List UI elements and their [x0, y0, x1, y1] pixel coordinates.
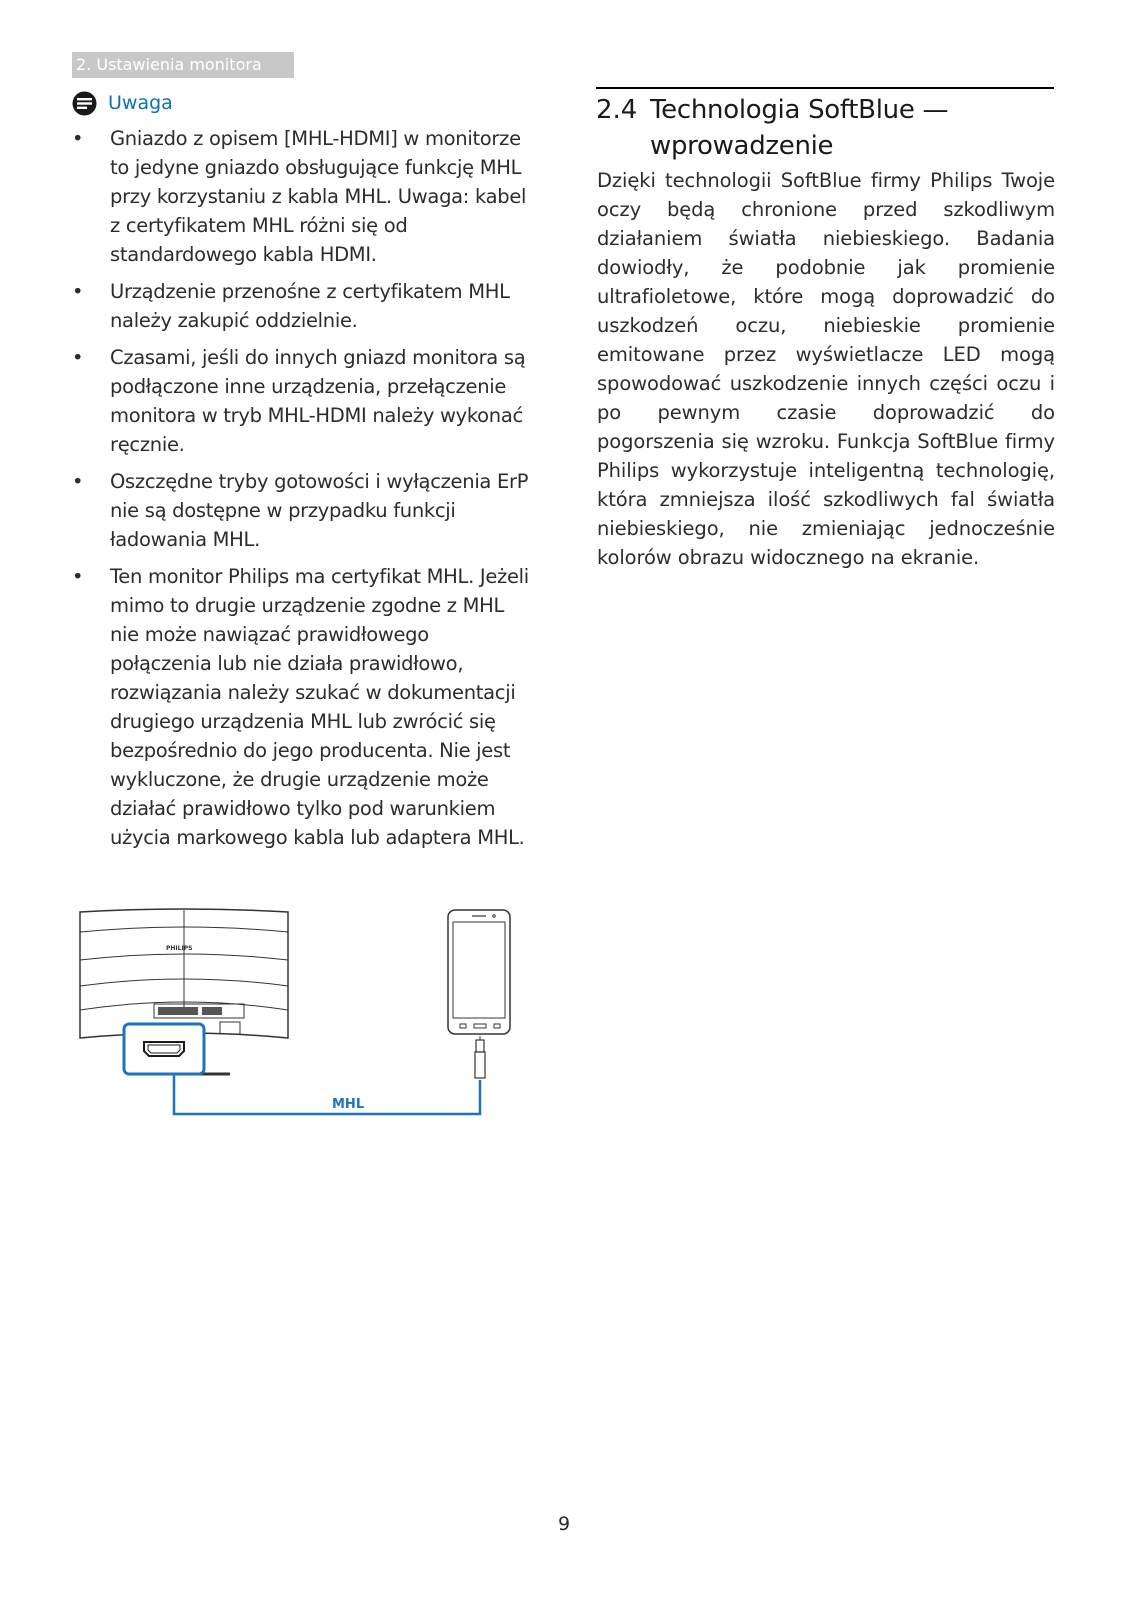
section-header-tab: 2. Ustawienia monitora: [72, 52, 294, 78]
section-body: Dzięki technologii SoftBlue firmy Philips Twoje oczy będą chronione przed szkodliwym działaniem światła niebieskiego. Badania dowiodły, że podobnie jak promienie ultrafioletowe, które mogą doprowadzić do uszkodzeń oczu, niebieskie promienie emitowane przez wyświetlacze LED mogą spowodować uszkodzenie innych części oczu i po pewnym czasie doprowadzić do pogorszenia się wzroku. Funkcja SoftBlue firmy Philips wykorzystuje inteligentną technologię, która zmniejsza ilość szkodliwych fal światła niebieskiego, nie zmieniając jednocześnie kolorów obrazu widocznego na ekranie.: [597, 169, 1055, 569]
bullet-item: • Oszczędne tryby gotowości i wyłączenia ErP nie są dostępne w przypadku funkcji ładowania MHL.: [72, 467, 532, 554]
section-title: Technologia SoftBlue — wprowadzenie: [650, 95, 949, 161]
smartphone-illustration: [448, 910, 510, 1078]
bullet-item: • Ten monitor Philips ma certyfikat MHL. Jeżeli mimo to drugie urządzenie zgodne z MHL nie może nawiązać prawidłowego połączenia lub nie działa prawidłowo, rozwiązania należy szukać w dokumentacji drugiego urządzenia MHL lub zwrócić się bezpośrednio do jego producenta. Nie jest wykluczone, że drugie urządzenie może działać prawidłowo tylko pod warunkiem użycia markowego kabla lub adaptera MHL.: [72, 562, 532, 852]
bullet-item: • Urządzenie przenośne z certyfikatem MHL należy zakupić oddzielnie.: [72, 277, 532, 335]
note-label: Uwaga: [108, 92, 173, 114]
brand-text: PHILIPS: [166, 945, 193, 952]
mhl-port-highlight: [124, 1024, 204, 1074]
note-bullet-list: [72, 124, 532, 860]
page-number: 9: [557, 1513, 571, 1535]
mhl-cable: [174, 1074, 480, 1114]
bullet-item: • Gniazdo z opisem [MHL-HDMI] w monitorze to jedyne gniazdo obsługujące funkcję MHL przy korzystaniu z kabla MHL. Uwaga: kabel z certyfikatem MHL różni się od standardowego kabla HDMI.: [72, 124, 532, 269]
note-icon: [72, 91, 97, 116]
mhl-cable-label: MHL: [332, 1097, 365, 1112]
bullet-item: • Czasami, jeśli do innych gniazd monitora są podłączone inne urządzenia, przełączenie monitora w tryb MHL-HDMI należy wykonać ręcznie.: [72, 343, 532, 459]
section-number: 2.4: [596, 95, 638, 125]
section-divider: [596, 87, 1054, 89]
mhl-connection-illustration: [70, 908, 530, 1148]
note-heading: [72, 88, 173, 118]
